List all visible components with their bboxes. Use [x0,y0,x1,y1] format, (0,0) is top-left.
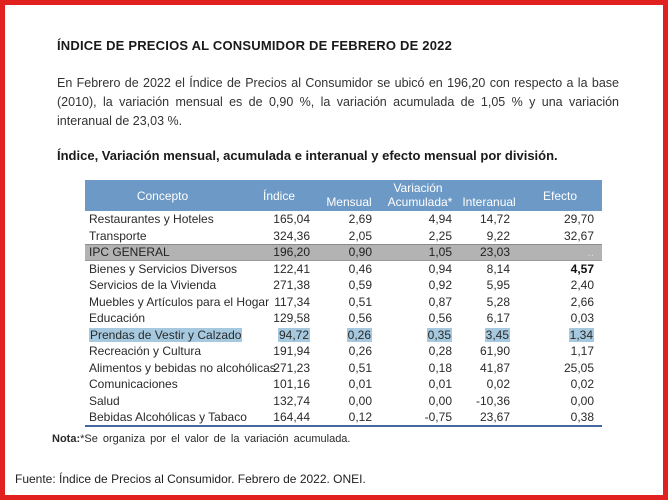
highlighted-text: 94,72 [278,327,309,342]
cell-acumulada: 0,28 [428,344,452,359]
header-interanual: Interanual [460,195,518,211]
cell-mensual: 2,69 [348,212,372,227]
cell-efecto: 2,40 [570,278,595,293]
cell-concepto: Servicios de la Vivienda [89,278,217,293]
cell-concepto [85,327,240,344]
cell-concepto: Educación [89,311,146,326]
cell-interanual: -10,36 [476,393,511,408]
cell-indice: 117,34 [274,294,310,309]
cell-interanual: 14,72 [480,212,511,227]
highlighted-text: Prendas de Vestir y Calzado [90,327,242,342]
cell-indice: 196,20 [240,244,318,261]
cell-concepto: Recreación y Cultura [89,344,202,359]
cell-efecto: 0,00 [570,393,595,408]
table-caption: Índice, Variación mensual, acumulada e interanual y efecto mensual por división. [57,148,558,163]
cell-indice [240,327,318,344]
cell-efecto: 25,05 [564,360,595,375]
cell-acumulada: -0,75 [380,409,460,426]
cell-concepto: Bienes y Servicios Diversos [89,262,238,276]
cell-efecto: 0,38 [518,409,602,426]
highlighted-text: 1,34 [569,327,594,342]
table-row [85,244,602,261]
cell-concepto: IPC GENERAL [85,244,240,261]
cell-efecto: .. [518,244,602,261]
source-line: Fuente: Índice de Precios al Consumidor. Febrero de 2022. ONEI. [15,472,366,486]
cell-efecto: 29,70 [564,212,595,227]
intro-paragraph: En Febrero de 2022 el Índice de Precios al Consumidor se ubicó en 196,20 con respecto a la base (2010), la variación mensual es de 0,90 %, la variación acumulada de 1,05 % y una variación interanual de 23,03 %. [57,76,619,128]
cell-indice: 191,94 [273,344,310,359]
cell-mensual: 0,56 [348,311,372,326]
cell-acumulada: 0,94 [428,262,452,276]
cell-interanual: 0,02 [486,377,511,392]
cpi-table-container [85,180,602,427]
cell-acumulada: 0,00 [428,393,452,408]
table-row [85,310,602,327]
table-row [85,376,602,393]
table-row [85,277,602,294]
cell-concepto: Bebidas Alcohólicas y Tabaco [85,409,240,426]
footnote-text: *Se organiza por el valor de la variación acumulada. [80,432,351,445]
cell-mensual: 0,46 [348,262,372,276]
cell-efecto: 1,17 [570,344,595,359]
cell-mensual: 0,12 [318,409,380,426]
table-body [85,211,602,426]
table-row [85,343,602,360]
cell-indice: 164,44 [240,409,318,426]
cell-interanual: 5,95 [486,278,511,293]
cell-interanual: 5,28 [486,294,511,309]
table-row [85,228,602,245]
table-row [85,211,602,228]
cell-acumulada: 1,05 [380,244,460,261]
cell-efecto: 32,67 [564,228,595,243]
cell-interanual: 23,67 [460,409,518,426]
table-row [85,360,602,377]
cell-interanual [460,327,518,344]
cell-indice: 129,58 [273,311,310,326]
cell-indice: 132,74 [273,393,310,408]
cell-concepto: Restaurantes y Hoteles [89,212,214,227]
report-content [5,5,663,445]
cell-mensual: 0,00 [348,393,372,408]
cell-indice: 101,16 [273,377,310,392]
header-variacion: Variación [318,180,518,195]
cell-interanual: 9,22 [486,228,511,243]
cell-mensual: 0,90 [318,244,380,261]
cell-acumulada: 0,18 [428,360,452,375]
table-header [85,180,602,211]
cell-efecto: 2,66 [570,294,595,309]
table-row [85,261,602,278]
cell-mensual [318,327,380,344]
cell-mensual: 2,05 [348,228,372,243]
cell-concepto: Comunicaciones [89,377,178,392]
table-row [85,393,602,410]
header-mensual: Mensual [318,195,380,211]
cell-concepto: Transporte [89,228,147,243]
highlighted-text: 0,26 [347,327,371,342]
cell-interanual: 6,17 [486,311,511,326]
cell-mensual: 0,51 [348,294,372,309]
header-efecto: Efecto [518,180,602,211]
cell-concepto: Muebles y Artículos para el Hogar [89,294,270,309]
cell-concepto: Salud [89,393,120,408]
cell-acumulada: 0,87 [428,294,452,309]
table-footnote [52,433,619,445]
highlighted-text: 3,45 [485,327,510,342]
cell-mensual: 0,26 [348,344,372,359]
cpi-table [85,180,602,427]
cell-efecto [518,327,602,344]
footnote-label: Nota: [52,432,81,445]
cell-interanual: 8,14 [486,262,511,276]
cell-acumulada: 0,56 [428,311,452,326]
cell-acumulada: 0,92 [428,278,452,293]
cell-interanual: 41,87 [480,360,511,375]
cell-indice: 165,04 [273,212,310,227]
cell-mensual: 0,59 [348,278,372,293]
cell-indice: 122,41 [273,262,310,276]
cell-indice: 271,38 [273,278,310,293]
header-indice: Índice [240,180,318,211]
table-row [85,327,602,344]
cell-indice: 324,36 [273,228,310,243]
cell-mensual: 0,51 [348,360,372,375]
cell-interanual: 23,03 [460,244,518,261]
header-acumulada: Acumulada* [380,195,460,211]
page-title: ÍNDICE DE PRECIOS AL CONSUMIDOR DE FEBRERO DE 2022 [57,38,453,53]
cell-acumulada: 0,01 [428,377,452,392]
cell-acumulada [380,327,460,344]
cell-acumulada: 4,94 [428,212,452,227]
cell-concepto: Alimentos y bebidas no alcohólicas [89,360,276,375]
cell-efecto: 0,02 [570,377,595,392]
highlighted-text: 0,35 [427,327,451,342]
table-row [85,294,602,311]
header-concepto: Concepto [85,180,240,211]
cell-efecto: 0,03 [570,311,595,326]
cell-interanual: 61,90 [480,344,511,359]
cell-mensual: 0,01 [348,377,372,392]
cell-acumulada: 2,25 [428,228,452,243]
cell-efecto: 4,57 [570,262,595,276]
table-row [85,409,602,426]
cell-indice: 271,23 [273,360,310,375]
